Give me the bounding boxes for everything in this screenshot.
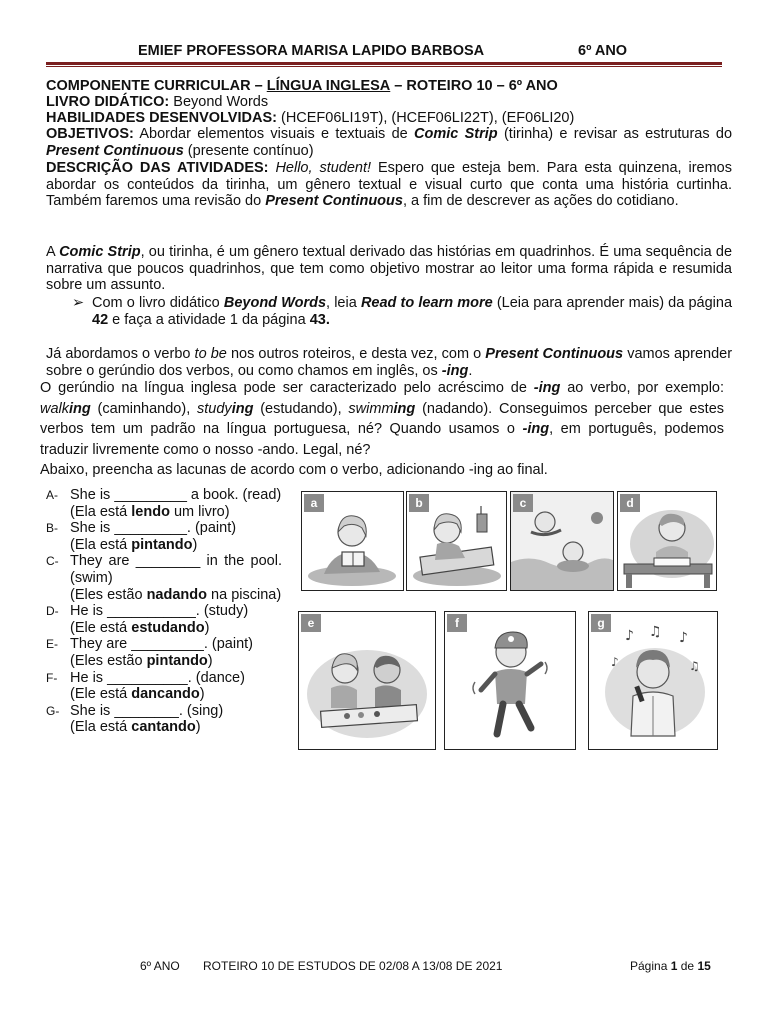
exercise-letter: B- <box>46 521 58 536</box>
translation-word: estudando <box>131 619 205 636</box>
exercise-item-a <box>46 487 282 520</box>
descricao-paragraph <box>46 160 732 210</box>
picture-tag-b: b <box>409 494 429 512</box>
translation-suffix: ) <box>207 652 213 669</box>
picture-tag-a: a <box>304 494 324 512</box>
exercise-item-e <box>46 636 282 669</box>
picture-g-boy-singing <box>588 611 718 750</box>
comic-strip-term: Comic Strip <box>59 244 141 260</box>
translation-prefix: (Ela está <box>70 503 128 520</box>
exercise-translation <box>70 537 282 554</box>
gerund-text: O gerúndio na língua inglesa pode ser caracterizado pelo acréscimo de <box>40 380 527 396</box>
example-study-suffix: ing <box>231 400 254 417</box>
svg-text:♫: ♫ <box>649 624 662 640</box>
svg-text:♪: ♪ <box>611 655 619 669</box>
boy-singing-illustration <box>589 612 717 749</box>
bullet-text-4: e faça a atividade 1 da página <box>112 311 306 328</box>
header-rule <box>46 62 722 65</box>
componente-subject: LÍNGUA INGLESA <box>266 78 391 94</box>
page-current: 1 <box>670 959 678 973</box>
exercise-item-g <box>46 703 282 736</box>
picture-tag-f: f <box>447 614 467 632</box>
objetivos-text: Abordar elementos visuais e textuais de <box>139 126 408 142</box>
componente-rest: – ROTEIRO 10 – 6º ANO <box>394 78 558 94</box>
header-grade: 6º ANO <box>578 43 628 59</box>
translation-word: nadando <box>146 586 207 603</box>
translation-suffix: ) <box>192 536 198 553</box>
translation-suffix: ) <box>204 619 210 636</box>
picture-a-girl-reading <box>301 491 404 591</box>
gerund-text-2: ao verbo, por exemplo: <box>567 380 725 396</box>
example-study-translation: (estudando), <box>260 400 342 417</box>
translation-prefix: (Ela está <box>70 536 128 553</box>
exercise-letter: F- <box>46 670 58 685</box>
exercise-letter: A- <box>46 488 58 502</box>
bullet-page-1: 42 <box>92 311 109 328</box>
verb-paragraph <box>46 346 732 379</box>
componente-label: COMPONENTE CURRICULAR – <box>46 78 263 94</box>
translation-suffix: na piscina) <box>211 586 282 603</box>
footer-grade: 6º ANO <box>140 959 180 973</box>
exercise-sentence: They are ________ in the pool. (swim) <box>70 553 282 586</box>
example-walk-root: walk <box>40 400 70 417</box>
exercise-list <box>46 487 282 736</box>
picture-f-boy-dancing <box>444 611 576 750</box>
exercise-translation <box>70 504 282 521</box>
page-total: 15 <box>697 959 711 973</box>
svg-text:♫: ♫ <box>689 659 700 673</box>
habilidades-value: (HCEF06LI19T), (HCEF06LI22T), (EF06LI20) <box>280 110 575 126</box>
translation-word: pintando <box>131 536 193 553</box>
arrow-bullet-icon: ➢ <box>72 295 85 311</box>
exercise-instruction: Abaixo, preencha as lacunas de acordo com o verbo, adicionando -ing ao final. <box>40 462 548 478</box>
exercise-sentence: He is __________. (dance) <box>70 669 245 686</box>
exercise-letter: G- <box>46 703 60 718</box>
translation-prefix: (Eles estão <box>70 652 143 669</box>
book-instruction-bullet <box>72 295 733 328</box>
exercise-item-c <box>46 553 282 603</box>
translation-prefix: (Ela está <box>70 719 128 736</box>
page-of: de <box>680 959 695 973</box>
gerund-ing: -ing <box>533 380 561 396</box>
livro-label: LIVRO DIDÁTICO: <box>46 94 170 110</box>
example-swim-root: swimm <box>348 400 394 417</box>
school-name: EMIEF PROFESSORA MARISA LAPIDO BARBOSA <box>138 43 485 59</box>
gerund-ing-2: -ing <box>522 421 550 437</box>
livro-line <box>46 94 732 111</box>
descricao-greeting: Hello, student! <box>275 160 372 176</box>
exercise-translation <box>70 587 282 604</box>
descricao-text-2: , a fim de descrever as ações do cotidiano. <box>402 193 679 209</box>
objetivos-text-3: (presente contínuo) <box>187 142 314 159</box>
example-walk-translation: (caminhando), <box>97 400 191 417</box>
picture-tag-d: d <box>620 494 640 512</box>
translation-word: dancando <box>131 686 200 703</box>
descricao-text: Espero que esteja bem. Para esta quinzena, iremos abordar os conteúdos da tirinha, um gênero textual e visual curto que conta uma história curtinha. Também faremos uma revisão do <box>46 160 732 209</box>
picture-b-girl-painting <box>406 491 507 591</box>
exercise-translation <box>70 620 282 637</box>
objetivos-text-2: (tirinha) e revisar as estruturas do <box>503 126 733 142</box>
footer-page-number <box>630 959 711 973</box>
exercise-sentence: She is _________ a book. (read) <box>70 487 282 503</box>
translation-word: pintando <box>146 652 208 669</box>
svg-text:♪: ♪ <box>679 630 688 646</box>
boy-dancing-illustration <box>445 612 575 749</box>
exercise-translation <box>70 686 282 703</box>
objetivos-label: OBJETIVOS: <box>46 126 134 142</box>
footer-roteiro: ROTEIRO 10 DE ESTUDOS DE 02/08 A 13/08 DE 2021 <box>203 959 503 973</box>
bullet-text-2: , leia <box>326 295 357 311</box>
example-study-root: study <box>197 400 232 417</box>
gerund-paragraph <box>40 378 724 481</box>
habilidades-line <box>46 110 732 127</box>
verb-text-3: vamos aprender sobre o gerúndio dos verbos, ou como chamos em inglês, os <box>46 346 733 379</box>
verb-ing: -ing <box>441 362 469 379</box>
example-walk-suffix: ing <box>69 400 91 417</box>
comic-text: A <box>46 244 55 260</box>
picture-tag-c: c <box>513 494 533 512</box>
exercise-item-d <box>46 603 282 636</box>
bullet-section-title: Read to learn more <box>360 295 493 311</box>
picture-c-kids-swimming <box>510 491 614 591</box>
exercise-letter: E- <box>46 637 58 652</box>
picture-e-kids-painting <box>298 611 436 750</box>
bullet-text-3: (Leia para aprender mais) da página <box>496 295 733 311</box>
exercise-sentence: She is _________. (paint) <box>70 520 237 537</box>
componente-line <box>46 78 732 95</box>
gerund-text-4: , em português, podemos traduzir livremente como o nosso -ando. Legal, né? <box>40 421 725 458</box>
comic-strip-paragraph <box>46 244 732 294</box>
translation-prefix: (Eles estão <box>70 586 143 603</box>
bullet-page-2: 43. <box>309 311 330 328</box>
verb-to-be: to be <box>194 346 227 362</box>
translation-suffix: um livro) <box>173 503 230 520</box>
document-header <box>46 40 722 62</box>
gerund-text-3: (nadando). Conseguimos perceber que estes verbos tem um padrão na língua portuguesa, né? Quando usamos o <box>40 400 725 437</box>
picture-tag-g: g <box>591 614 611 632</box>
verb-text-2: nos outros roteiros, e desta vez, com o <box>230 346 482 362</box>
example-swim-suffix: ing <box>393 400 416 417</box>
translation-suffix: ) <box>195 719 201 736</box>
translation-word: lendo <box>131 503 170 520</box>
translation-prefix: (Ele está <box>70 686 128 703</box>
exercise-letter: D- <box>46 604 59 619</box>
translation-suffix: ) <box>199 686 205 703</box>
verb-present-continuous: Present Continuous <box>485 346 624 362</box>
bullet-book-title: Beyond Words <box>223 295 327 311</box>
objetivos-present-continuous: Present Continuous <box>46 142 184 159</box>
objetivos-comic-strip: Comic Strip <box>414 126 498 142</box>
comic-text-2: , ou tirinha, é um gênero textual derivado das histórias em quadrinhos. É uma sequência de narrativa que poucos quadrinhos, que tem como objetivo mostrar ao leitor uma forma rápida e resumida sobre um assunto. <box>46 244 733 293</box>
exercise-sentence: They are _________. (paint) <box>70 636 253 653</box>
picture-tag-e: e <box>301 614 321 632</box>
header-rule-thin <box>46 66 722 67</box>
habilidades-label: HABILIDADES DESENVOLVIDAS: <box>46 110 277 126</box>
descricao-label: DESCRIÇÃO DAS ATIVIDADES: <box>46 160 269 176</box>
kids-painting-illustration <box>299 612 435 749</box>
exercise-item-f <box>46 670 282 703</box>
picture-d-boy-studying <box>617 491 717 591</box>
exercise-translation <box>70 653 282 670</box>
exercise-translation <box>70 719 282 736</box>
translation-word: cantando <box>131 719 196 736</box>
verb-text-4: . <box>468 362 473 379</box>
livro-value: Beyond Words <box>173 94 269 110</box>
exercise-item-b <box>46 520 282 553</box>
svg-text:♪: ♪ <box>625 628 634 644</box>
verb-text: Já abordamos o verbo <box>46 346 191 362</box>
exercise-letter: C- <box>46 554 59 569</box>
objetivos-paragraph <box>46 126 732 159</box>
translation-prefix: (Ele está <box>70 619 128 636</box>
exercise-sentence: She is ________. (sing) <box>70 702 224 719</box>
bullet-text: Com o livro didático <box>92 295 220 311</box>
descricao-present-continuous: Present Continuous <box>265 193 403 209</box>
page-label: Página <box>630 959 668 973</box>
exercise-sentence: He is ___________. (study) <box>70 603 249 620</box>
